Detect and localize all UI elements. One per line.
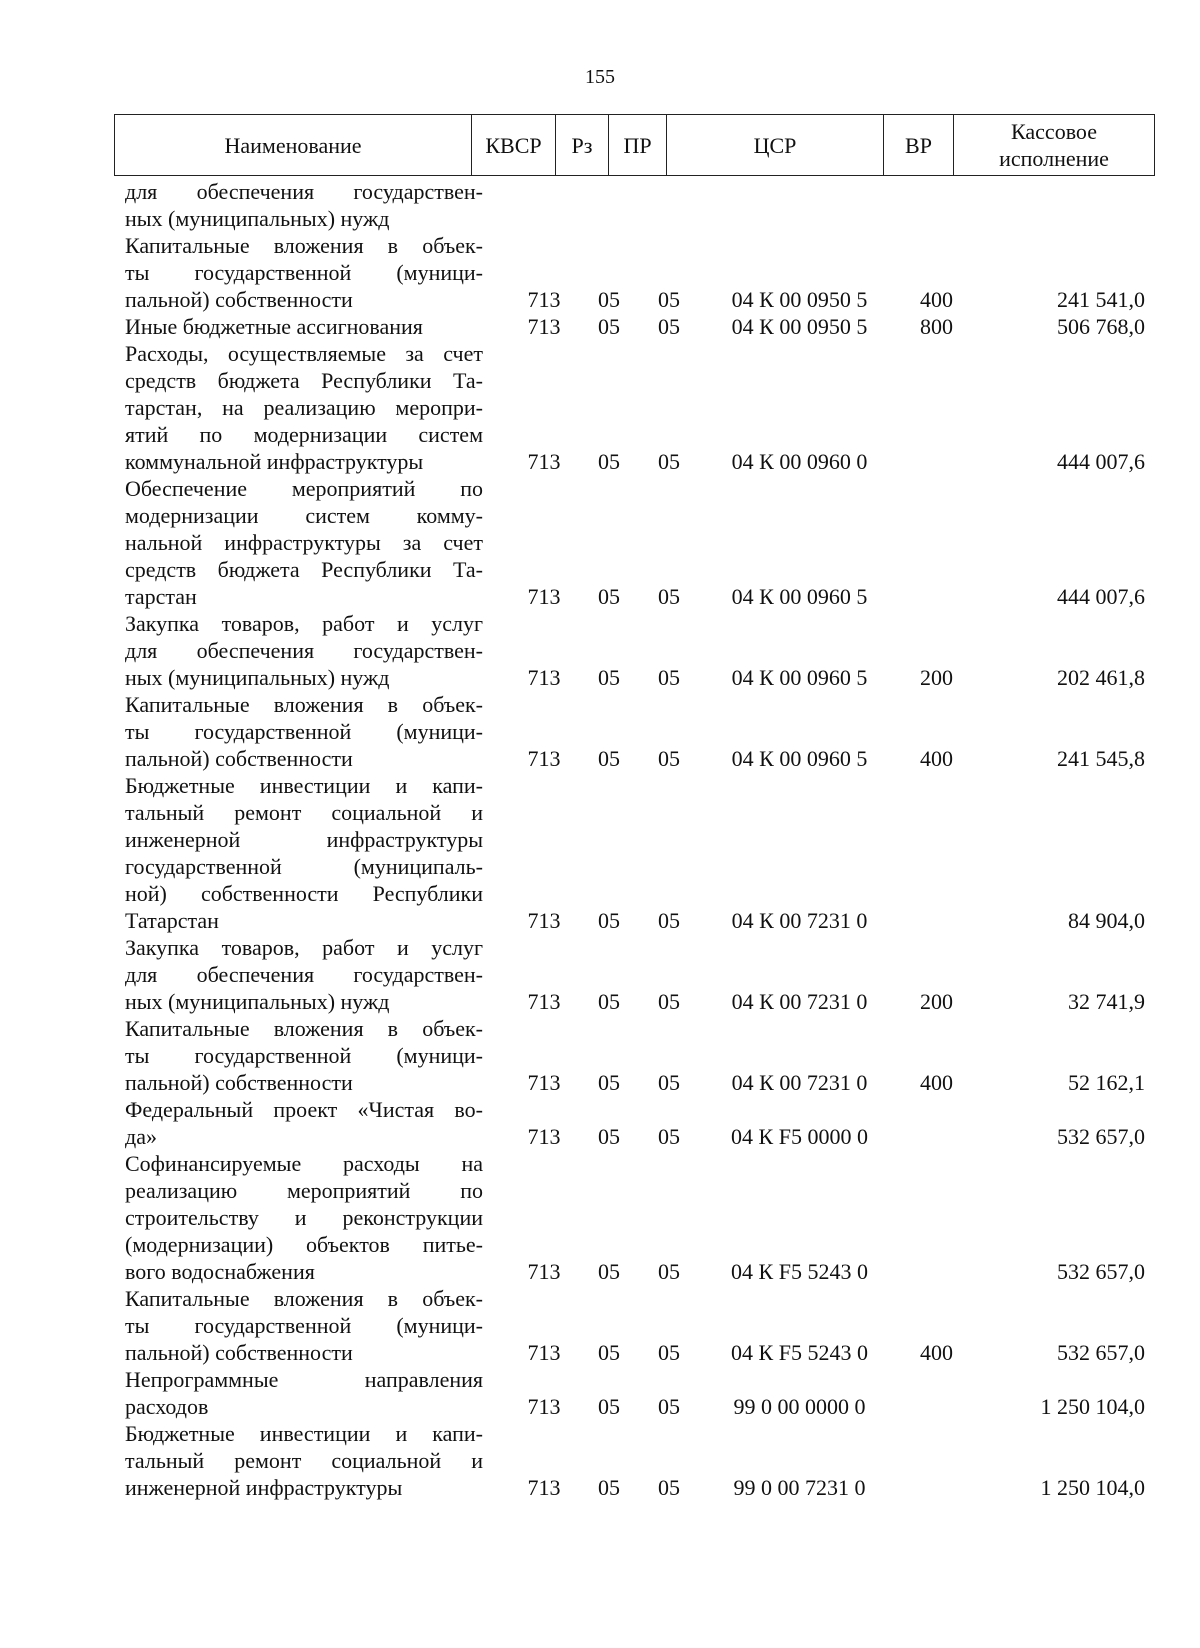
cell-rz: 05: [598, 1259, 620, 1284]
name-line: Капитальные вложения в объек-: [125, 233, 483, 258]
cell-vr: 400: [920, 1070, 953, 1095]
name-line: пальной) собственности: [125, 1340, 353, 1365]
cell-rz: 05: [598, 584, 620, 609]
cell-pr: 05: [658, 1124, 680, 1149]
cell-pr: 05: [658, 746, 680, 771]
cell-rz: 05: [598, 746, 620, 771]
cell-rz: 05: [598, 1124, 620, 1149]
page-number: 155: [585, 66, 615, 88]
cell-rz: 05: [598, 314, 620, 339]
cell-pr: 05: [658, 314, 680, 339]
table-row: [0, 475, 1200, 610]
table-header: [114, 114, 1155, 176]
table-row: [0, 1285, 1200, 1366]
cell-kvsr: 713: [527, 1394, 561, 1419]
cell-amount: 532 657,0: [1057, 1124, 1145, 1149]
cell-kvsr: 713: [527, 287, 561, 312]
cell-vr: 400: [920, 287, 953, 312]
name-line: ты государственной (муници-: [125, 260, 483, 285]
header-name: Наименование: [115, 115, 472, 175]
cell-amount: 444 007,6: [1057, 584, 1145, 609]
name-line: Иные бюджетные ассигнования: [125, 314, 423, 339]
cell-vr: 400: [920, 1340, 953, 1365]
name-line: Капитальные вложения в объек-: [125, 1016, 483, 1041]
cell-kvsr: 713: [527, 1475, 561, 1500]
cell-pr: 05: [658, 584, 680, 609]
table-row: [0, 1420, 1200, 1501]
name-line: Бюджетные инвестиции и капи-: [125, 1421, 483, 1446]
cell-name: [125, 313, 483, 340]
cell-pr: 05: [658, 1070, 680, 1095]
cell-vr: 200: [920, 989, 953, 1014]
cell-amount: 506 768,0: [1057, 314, 1145, 339]
table-row: [0, 1015, 1200, 1096]
name-line: ты государственной (муници-: [125, 1313, 483, 1338]
name-line: Бюджетные инвестиции и капи-: [125, 773, 483, 798]
cell-name: [125, 691, 483, 772]
cell-name: [125, 475, 483, 610]
cell-amount: 1 250 104,0: [1040, 1394, 1145, 1419]
cell-csr: 99 0 00 7231 0: [733, 1475, 866, 1500]
header-rz: Рз: [556, 115, 609, 175]
cell-name: [125, 232, 483, 313]
cell-csr: 04 К 00 0960 5: [731, 746, 868, 771]
name-line: Расходы, осуществляемые за счет: [125, 341, 483, 366]
name-line: пальной) собственности: [125, 287, 353, 312]
cell-amount: 202 461,8: [1057, 665, 1145, 690]
cell-pr: 05: [658, 665, 680, 690]
header-csr: ЦСР: [667, 115, 884, 175]
cell-rz: 05: [598, 1475, 620, 1500]
table-row: [0, 340, 1200, 475]
table-row: [0, 1096, 1200, 1150]
cell-rz: 05: [598, 908, 620, 933]
cell-name: [125, 772, 483, 934]
cell-name: [125, 1150, 483, 1285]
cell-pr: 05: [658, 287, 680, 312]
name-line: государственной (муниципаль-: [125, 854, 483, 879]
name-line: строительству и реконструкции: [125, 1205, 483, 1230]
cell-kvsr: 713: [527, 1340, 561, 1365]
cell-pr: 05: [658, 1259, 680, 1284]
table-row: [0, 1150, 1200, 1285]
cell-name: [125, 1015, 483, 1096]
header-pr: ПР: [609, 115, 667, 175]
cell-csr: 04 К 00 0950 5: [731, 287, 868, 312]
cell-csr: 99 0 00 0000 0: [733, 1394, 866, 1419]
cell-csr: 04 К 00 7231 0: [731, 989, 868, 1014]
cell-rz: 05: [598, 665, 620, 690]
cell-vr: 800: [920, 314, 953, 339]
cell-csr: 04 К 00 0950 5: [731, 314, 868, 339]
cell-vr: 400: [920, 746, 953, 771]
cell-pr: 05: [658, 449, 680, 474]
cell-rz: 05: [598, 1340, 620, 1365]
cell-kvsr: 713: [527, 1259, 561, 1284]
cell-amount: 32 741,9: [1068, 989, 1145, 1014]
cell-csr: 04 К 00 7231 0: [731, 908, 868, 933]
table-row: [0, 232, 1200, 313]
cell-pr: 05: [658, 1340, 680, 1365]
name-line: реализацию мероприятий по: [125, 1178, 483, 1203]
name-line: Капитальные вложения в объек-: [125, 1286, 483, 1311]
cell-name: [125, 1366, 483, 1420]
name-line: ной) собственности Республики: [125, 881, 483, 906]
cell-kvsr: 713: [527, 746, 561, 771]
name-line: Капитальные вложения в объек-: [125, 692, 483, 717]
name-line: инженерной инфраструктуры: [125, 827, 483, 852]
name-line: ных (муниципальных) нужд: [125, 989, 390, 1014]
cell-kvsr: 713: [527, 1124, 561, 1149]
cell-rz: 05: [598, 1394, 620, 1419]
cell-pr: 05: [658, 908, 680, 933]
cell-pr: 05: [658, 1475, 680, 1500]
name-line: Татарстан: [125, 908, 219, 933]
cell-pr: 05: [658, 1394, 680, 1419]
table-body: [0, 178, 1200, 1501]
cell-amount: 241 545,8: [1057, 746, 1145, 771]
name-line: Обеспечение мероприятий по: [125, 476, 483, 501]
name-line: ятий по модернизации систем: [125, 422, 483, 447]
cell-kvsr: 713: [527, 449, 561, 474]
name-line: пальной) собственности: [125, 1070, 353, 1095]
cell-name: [125, 610, 483, 691]
name-line: ты государственной (муници-: [125, 719, 483, 744]
cell-amount: 52 162,1: [1068, 1070, 1145, 1095]
table-row: [0, 934, 1200, 1015]
cell-csr: 04 К 00 0960 5: [731, 665, 868, 690]
cell-amount: 444 007,6: [1057, 449, 1145, 474]
table-row: [0, 313, 1200, 340]
table-row: [0, 1366, 1200, 1420]
name-line: ных (муниципальных) нужд: [125, 206, 390, 231]
cell-csr: 04 К 00 7231 0: [731, 1070, 868, 1095]
cell-amount: 84 904,0: [1068, 908, 1145, 933]
name-line: тарстан, на реализацию меропри-: [125, 395, 483, 420]
name-line: Федеральный проект «Чистая во-: [125, 1097, 483, 1122]
cell-kvsr: 713: [527, 1070, 561, 1095]
cell-kvsr: 713: [527, 665, 561, 690]
cell-csr: 04 К F5 0000 0: [731, 1124, 868, 1149]
header-amount-line2: исполнение: [999, 146, 1109, 171]
cell-rz: 05: [598, 1070, 620, 1095]
header-amount: [954, 115, 1154, 175]
name-line: ты государственной (муници-: [125, 1043, 483, 1068]
cell-csr: 04 К 00 0960 0: [731, 449, 868, 474]
cell-kvsr: 713: [527, 584, 561, 609]
name-line: Закупка товаров, работ и услуг: [125, 935, 483, 960]
name-line: средств бюджета Республики Та-: [125, 368, 483, 393]
table-row: [0, 178, 1200, 232]
cell-name: [125, 178, 483, 232]
cell-amount: 1 250 104,0: [1040, 1475, 1145, 1500]
cell-name: [125, 1096, 483, 1150]
name-line: тальный ремонт социальной и: [125, 1448, 483, 1473]
name-line: ных (муниципальных) нужд: [125, 665, 390, 690]
cell-kvsr: 713: [527, 908, 561, 933]
cell-rz: 05: [598, 989, 620, 1014]
cell-csr: 04 К F5 5243 0: [731, 1340, 868, 1365]
cell-name: [125, 934, 483, 1015]
name-line: Софинансируемые расходы на: [125, 1151, 483, 1176]
name-line: модернизации систем комму-: [125, 503, 483, 528]
cell-csr: 04 К 00 0960 5: [731, 584, 868, 609]
cell-vr: 200: [920, 665, 953, 690]
cell-csr: 04 К F5 5243 0: [731, 1259, 868, 1284]
name-line: вого водоснабжения: [125, 1259, 315, 1284]
table-row: [0, 772, 1200, 934]
cell-name: [125, 1285, 483, 1366]
name-line: для обеспечения государствен-: [125, 179, 483, 204]
name-line: для обеспечения государствен-: [125, 962, 483, 987]
name-line: инженерной инфраструктуры: [125, 1475, 403, 1500]
name-line: да»: [125, 1124, 157, 1149]
cell-kvsr: 713: [527, 314, 561, 339]
cell-rz: 05: [598, 449, 620, 474]
cell-amount: 532 657,0: [1057, 1259, 1145, 1284]
cell-amount: 241 541,0: [1057, 287, 1145, 312]
name-line: тальный ремонт социальной и: [125, 800, 483, 825]
name-line: расходов: [125, 1394, 209, 1419]
name-line: нальной инфраструктуры за счет: [125, 530, 483, 555]
header-vr: ВР: [884, 115, 954, 175]
header-amount-line1: Кассовое: [1011, 119, 1097, 144]
name-line: коммунальной инфраструктуры: [125, 449, 424, 474]
cell-name: [125, 1420, 483, 1501]
cell-kvsr: 713: [527, 989, 561, 1014]
table-row: [0, 691, 1200, 772]
name-line: для обеспечения государствен-: [125, 638, 483, 663]
cell-amount: 532 657,0: [1057, 1340, 1145, 1365]
header-kvsr: КВСР: [472, 115, 556, 175]
name-line: Закупка товаров, работ и услуг: [125, 611, 483, 636]
name-line: пальной) собственности: [125, 746, 353, 771]
name-line: тарстан: [125, 584, 197, 609]
cell-rz: 05: [598, 287, 620, 312]
table-row: [0, 610, 1200, 691]
name-line: Непрограммные направления: [125, 1367, 483, 1392]
cell-name: [125, 340, 483, 475]
cell-pr: 05: [658, 989, 680, 1014]
name-line: (модернизации) объектов питье-: [125, 1232, 483, 1257]
name-line: средств бюджета Республики Та-: [125, 557, 483, 582]
